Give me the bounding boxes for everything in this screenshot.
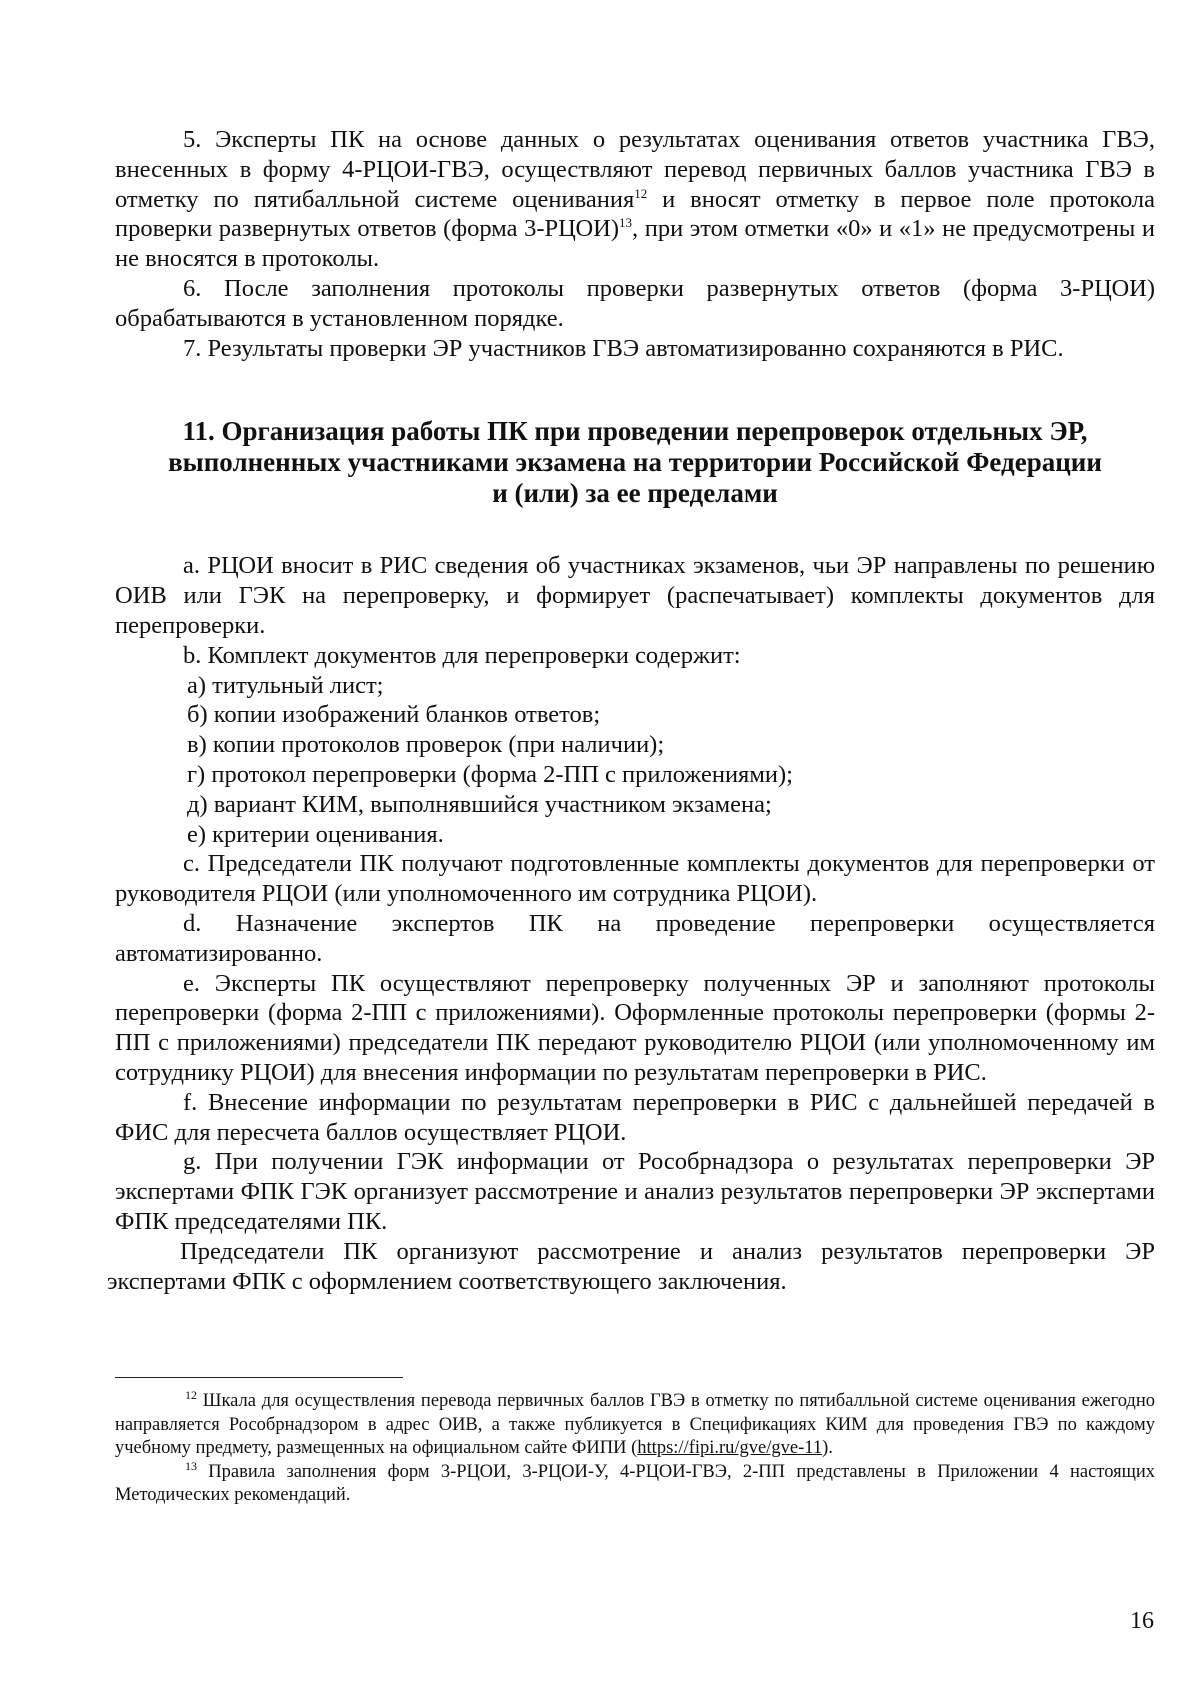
item-g: g. При получении ГЭК информации от Рособрнадзора о результатах перепроверки ЭР экспертами ФПК ГЭК организует рассмотрение и анализ результатов перепроверки ЭР экспертами ФПК председателями ПК. — [115, 1148, 1155, 1235]
item-d: d. Назначение экспертов ПК на проведение перепроверки осуществляется автоматизированно. — [115, 909, 1155, 967]
footnote-13 — [115, 1458, 1155, 1508]
heading-line-2: выполненных участниками экзамена на территории Российской Федерации — [168, 447, 1102, 478]
heading-line-3: и (или) за ее пределами — [492, 478, 778, 509]
paragraph-5 — [115, 125, 1155, 274]
fipi-link[interactable]: https://fipi.ru/gve/gve-11 — [637, 1438, 823, 1458]
paragraph-6: 6. После заполнения протоколы проверки развернутых ответов (форма 3-РЦОИ) обрабатываются в установленном порядке. — [115, 274, 1155, 332]
footnotes — [115, 1387, 1155, 1508]
main-text — [107, 125, 1155, 1296]
item-e: e. Эксперты ПК осуществляют перепроверку полученных ЭР и заполняют протоколы перепроверки (форма 2-ПП с приложениями). Оформленные протоколы перепроверки (формы 2-ПП с приложениями) председатели ПК передают руководителю РЦОИ (или уполномоченному им сотруднику РЦОИ) для внесения информации по результатам перепроверки в РИС. — [115, 969, 1155, 1086]
list-item: б) копии изображений бланков ответов; — [187, 701, 601, 729]
section-heading — [115, 416, 1155, 509]
list-item: г) протокол перепроверки (форма 2-ПП с приложениями); — [187, 760, 793, 788]
item-a: a. РЦОИ вносит в РИС сведения об участниках экзаменов, чьи ЭР направлены по решению ОИВ или ГЭК на перепроверку, и формирует (распечатывает) комплекты документов для перепроверки. — [115, 552, 1155, 639]
footnote-separator — [115, 1377, 403, 1378]
item-c: c. Председатели ПК получают подготовленные комплекты документов для перепроверки от руководителя РЦОИ (или уполномоченного им сотрудника РЦОИ). — [115, 850, 1155, 908]
footnote-12-text: Шкала для осуществления перевода первичных баллов ГВЭ в отметку по пятибалльной системе оценивания ежегодно направляется Рособрнадзором в адрес ОИВ, а также публикуется в Спецификациях КИМ для проведения ГВЭ по каждому учебному предмету, размещенных на официальном сайте ФИПИ ( — [115, 1391, 1155, 1458]
page-number: 16 — [1130, 1608, 1154, 1634]
paragraph-5-text-2: и вносят отметку в первое поле протокола проверки развернутых ответов (форма 3-РЦОИ) — [115, 185, 1155, 243]
list-item: в) копии протоколов проверок (при наличии); — [187, 731, 665, 759]
documents-list — [115, 671, 1155, 850]
footnote-ref-12[interactable]: 12 — [634, 185, 648, 201]
footnote-12-end: ). — [822, 1438, 833, 1458]
list-item: е) критерии оценивания. — [187, 820, 444, 848]
paragraph-7: 7. Результаты проверки ЭР участников ГВЭ автоматизированно сохраняются в РИС. — [183, 334, 1064, 362]
list-item: д) вариант КИМ, выполнявшийся участником экзамена; — [187, 790, 772, 818]
list-item: а) титульный лист; — [187, 671, 384, 699]
heading-line-1: 11. Организация работы ПК при проведении перепроверок отдельных ЭР, — [182, 416, 1088, 447]
item-b: b. Комплект документов для перепроверки содержит: — [183, 641, 741, 669]
paragraph-5-text-3: , при этом отметки «0» и «1» не предусмотрены и не вносятся в протоколы. — [115, 215, 1155, 273]
footnote-mark-12: 12 — [185, 1387, 197, 1402]
paragraph-5-text: 5. Эксперты ПК на основе данных о результатах оценивания ответов участника ГВЭ, внесенных в форму 4-РЦОИ-ГВЭ, осуществляют перевод первичных баллов участника ГВЭ в отметку по пятибалльной системе оценивания — [115, 126, 1155, 213]
item-f: f. Внесение информации по результатам перепроверки в РИС с дальнейшей передачей в ФИС для пересчета баллов осуществляет РЦОИ. — [115, 1088, 1155, 1146]
footnote-13-text: Правила заполнения форм 3-РЦОИ, 3-РЦОИ-У, 4-РЦОИ-ГВЭ, 2-ПП представлены в Приложении 4 настоящих Методических рекомендаций. — [115, 1461, 1155, 1505]
footnote-ref-13[interactable]: 13 — [619, 215, 633, 231]
footnote-12 — [115, 1387, 1155, 1461]
closing-paragraph: Председатели ПК организуют рассмотрение и анализ результатов перепроверки ЭР экспертами ФПК с оформлением соответствующего заключения. — [107, 1237, 1155, 1295]
footnote-mark-13: 13 — [185, 1458, 197, 1473]
